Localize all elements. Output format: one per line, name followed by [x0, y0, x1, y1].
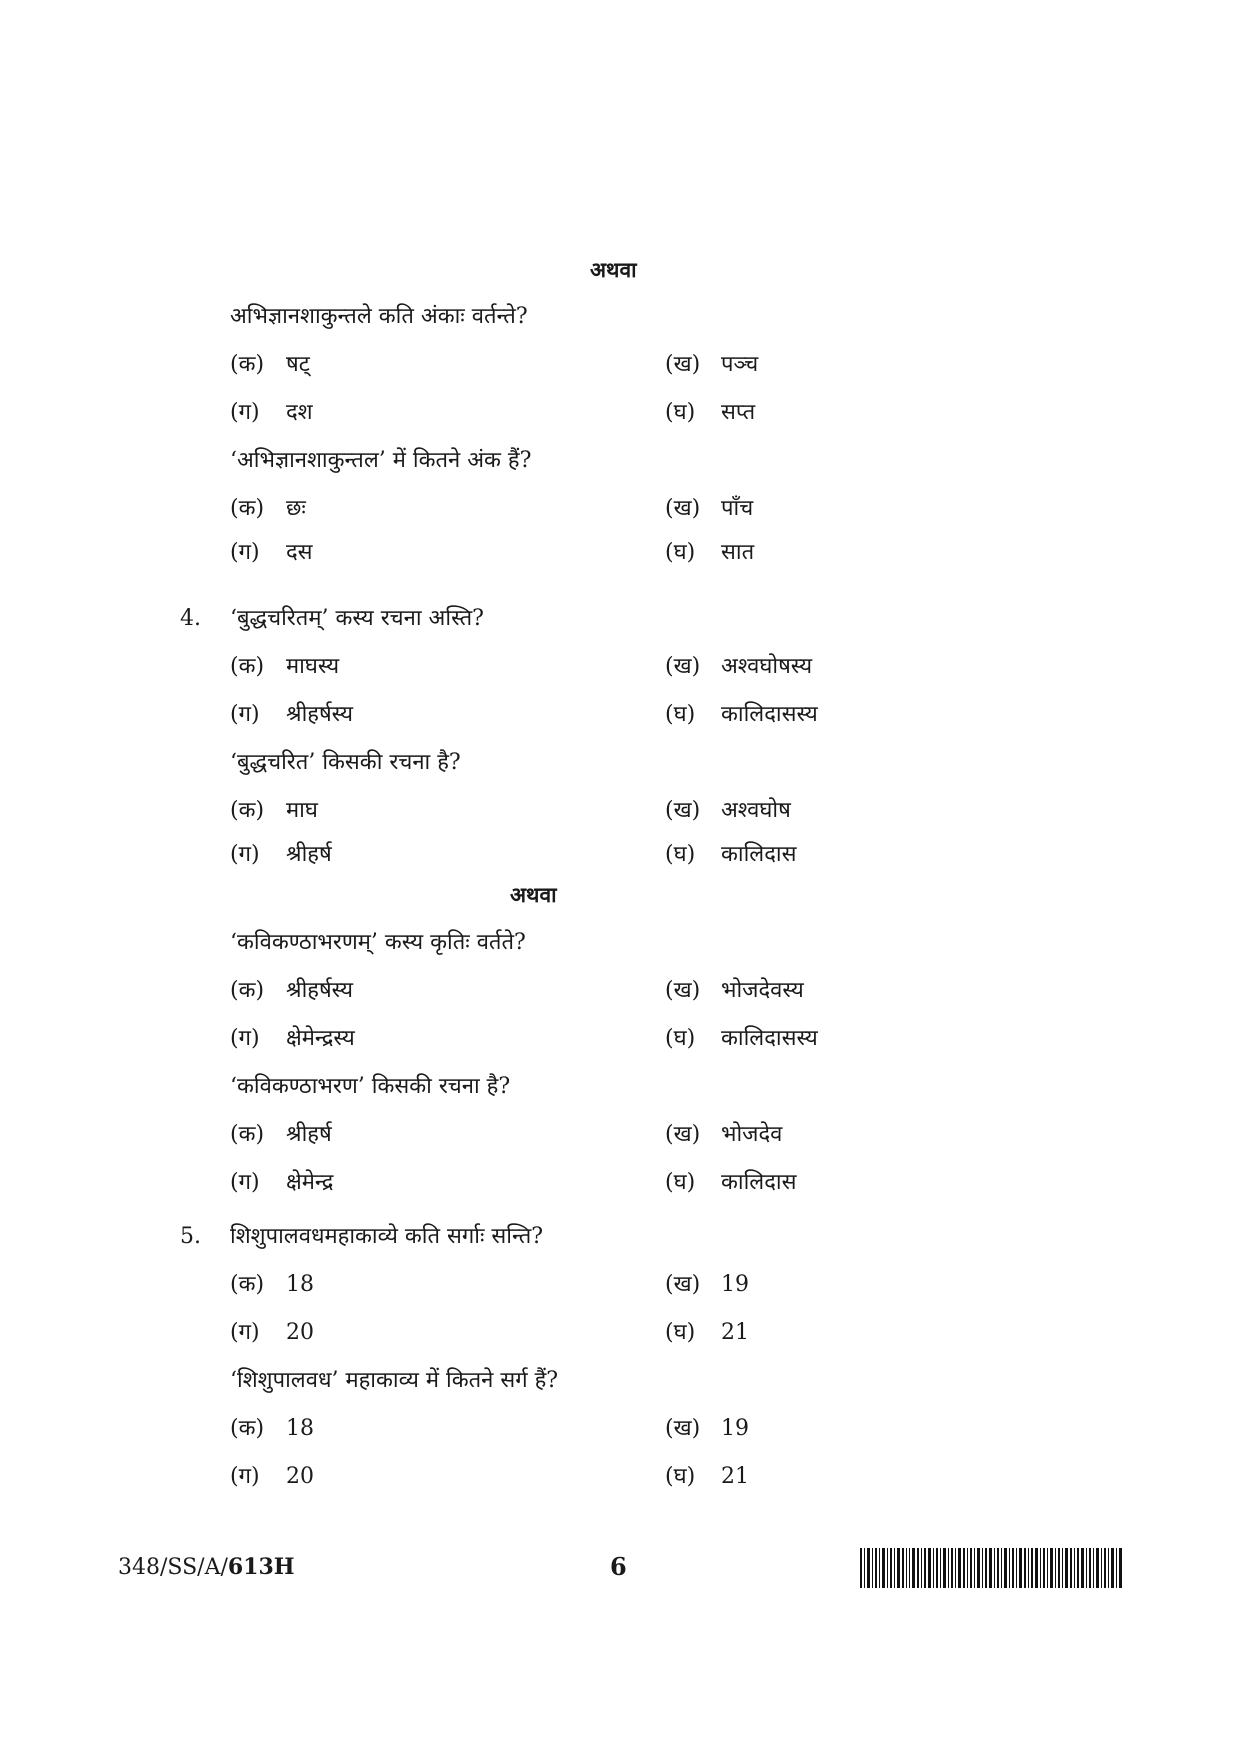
option-text: 20	[286, 1464, 314, 1489]
option-label: (क)	[230, 1416, 265, 1441]
option-text: क्षेमेन्द्रस्य	[286, 1026, 355, 1051]
option-text: क्षेमेन्द्र	[286, 1170, 334, 1195]
option-kh	[665, 976, 804, 1006]
option-text: श्रीहर्ष	[286, 1122, 332, 1147]
option-label: (क)	[230, 352, 265, 377]
question-text: ‘कविकण्ठाभरणम्’ कस्य कृतिः वर्तते?	[230, 930, 526, 955]
option-g	[230, 700, 353, 730]
option-gh	[665, 840, 796, 870]
option-text: 18	[286, 1416, 314, 1441]
or-heading: अथवा	[590, 257, 637, 282]
option-label: (घ)	[665, 400, 696, 425]
option-text: सप्त	[721, 400, 756, 425]
option-label: (ग)	[230, 1464, 260, 1489]
option-label: (घ)	[665, 1320, 696, 1345]
option-label: (घ)	[665, 702, 696, 727]
option-text: श्रीहर्ष	[286, 842, 332, 867]
paper-code-suffix: 613H	[227, 1554, 295, 1580]
option-text: कालिदास	[721, 842, 797, 867]
option-k	[230, 652, 339, 682]
option-text: पञ्च	[721, 352, 759, 377]
option-label: (ख)	[665, 352, 701, 377]
question-text: शिशुपालवधमहाकाव्ये कति सर्गाः सन्ति?	[230, 1224, 544, 1249]
option-k	[230, 796, 318, 826]
option-text: श्रीहर्षस्य	[286, 702, 353, 727]
option-label: (ग)	[230, 1170, 260, 1195]
option-g	[230, 840, 332, 870]
option-label: (घ)	[665, 1464, 696, 1489]
option-gh	[665, 1024, 818, 1054]
option-text: पाँच	[721, 496, 754, 521]
option-text: षट्	[286, 352, 310, 377]
option-g	[230, 1024, 355, 1054]
option-gh	[665, 398, 755, 428]
option-gh	[665, 1168, 796, 1198]
option-g	[230, 1318, 314, 1348]
option-kh	[665, 350, 758, 380]
option-gh	[665, 538, 754, 568]
option-text: कालिदास	[721, 1170, 797, 1195]
option-kh	[665, 1120, 782, 1150]
option-text: अश्वघोष	[721, 798, 791, 823]
option-gh	[665, 1462, 749, 1492]
option-kh	[665, 1414, 749, 1444]
option-label: (क)	[230, 798, 265, 823]
option-text: अश्वघोषस्य	[721, 654, 813, 679]
option-label: (ग)	[230, 1320, 260, 1345]
option-label: (ख)	[665, 1272, 701, 1297]
option-text: 19	[721, 1272, 749, 1297]
option-kh	[665, 652, 812, 682]
option-text: माघस्य	[286, 654, 340, 679]
option-text: 18	[286, 1272, 314, 1297]
option-text: श्रीहर्षस्य	[286, 978, 353, 1003]
option-text: 20	[286, 1320, 314, 1345]
option-label: (क)	[230, 1272, 265, 1297]
option-label: (ख)	[665, 496, 701, 521]
option-label: (ग)	[230, 842, 260, 867]
option-k	[230, 494, 306, 524]
option-label: (क)	[230, 496, 265, 521]
option-text: दश	[286, 400, 313, 425]
option-label: (ग)	[230, 540, 260, 565]
option-label: (ग)	[230, 1026, 260, 1051]
option-g	[230, 1462, 314, 1492]
option-text: कालिदासस्य	[721, 1026, 818, 1051]
option-label: (ख)	[665, 654, 701, 679]
option-text: कालिदासस्य	[721, 702, 818, 727]
question-text: अभिज्ञानशाकुन्तले कति अंकाः वर्तन्ते?	[230, 304, 528, 329]
question-number: 5.	[180, 1224, 201, 1249]
option-text: सात	[721, 540, 755, 565]
option-label: (घ)	[665, 1170, 696, 1195]
barcode-icon	[860, 1548, 1122, 1588]
option-label: (क)	[230, 654, 265, 679]
option-k	[230, 350, 310, 380]
option-k	[230, 1270, 314, 1300]
option-text: भोजदेवस्य	[721, 978, 804, 1003]
option-label: (घ)	[665, 540, 696, 565]
option-g	[230, 398, 313, 428]
option-label: (घ)	[665, 1026, 696, 1051]
option-text: छः	[286, 496, 306, 521]
option-k	[230, 1414, 314, 1444]
or-heading: अथवा	[510, 882, 557, 907]
option-gh	[665, 1318, 749, 1348]
option-label: (ख)	[665, 798, 701, 823]
option-text: 21	[721, 1320, 749, 1345]
option-text: माघ	[286, 798, 318, 823]
option-text: भोजदेव	[721, 1122, 783, 1147]
option-label: (ख)	[665, 1122, 701, 1147]
paper-code-prefix: 348/SS/A/	[118, 1555, 228, 1580]
option-label: (क)	[230, 978, 265, 1003]
option-k	[230, 1120, 332, 1150]
option-label: (ख)	[665, 1416, 701, 1441]
page-number: 6	[610, 1552, 627, 1581]
option-kh	[665, 1270, 749, 1300]
option-k	[230, 976, 353, 1006]
question-text-hindi: ‘अभिज्ञानशाकुन्तल’ में कितने अंक हैं?	[230, 448, 532, 473]
option-label: (क)	[230, 1122, 265, 1147]
option-label: (ग)	[230, 400, 260, 425]
question-text-hindi: ‘शिशुपालवध’ महाकाव्य में कितने सर्ग हैं?	[230, 1368, 559, 1393]
option-label: (घ)	[665, 842, 696, 867]
question-text-hindi: ‘कविकण्ठाभरण’ किसकी रचना है?	[230, 1074, 511, 1099]
question-text: ‘बुद्धचरितम्’ कस्य रचना अस्ति?	[230, 606, 484, 631]
option-kh	[665, 796, 791, 826]
option-text: 19	[721, 1416, 749, 1441]
paper-code	[118, 1552, 295, 1583]
option-g	[230, 538, 313, 568]
option-text: 21	[721, 1464, 749, 1489]
option-gh	[665, 700, 818, 730]
question-text-hindi: ‘बुद्धचरित’ किसकी रचना है?	[230, 750, 461, 775]
option-label: (ख)	[665, 978, 701, 1003]
option-text: दस	[286, 540, 313, 565]
question-number: 4.	[180, 606, 201, 631]
option-g	[230, 1168, 333, 1198]
option-label: (ग)	[230, 702, 260, 727]
option-kh	[665, 494, 753, 524]
